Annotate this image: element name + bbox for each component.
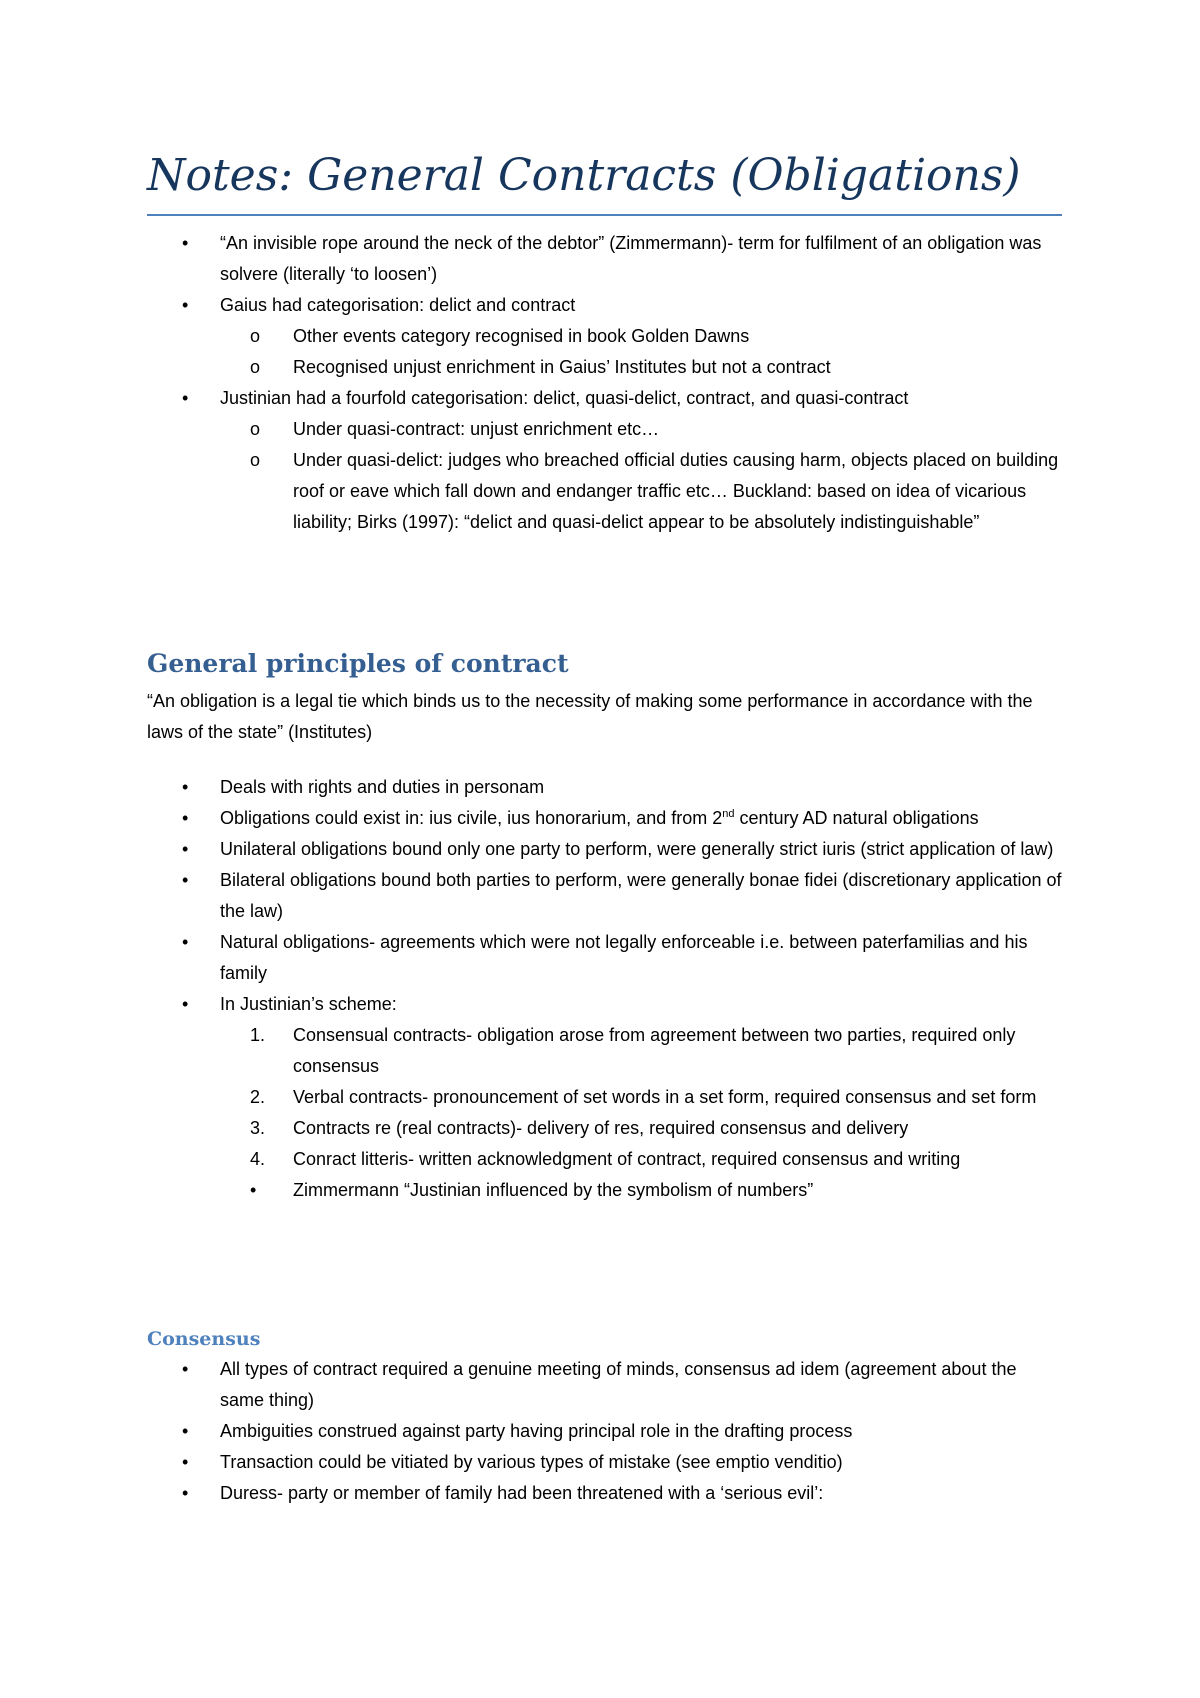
list-item: [147, 865, 1062, 927]
list-item-text: Under quasi-delict: judges who breached official duties causing harm, objects placed on building roof or eave which fall down and endanger traffic etc… Buckland: based on idea of vicarious liability; Birks (1997): “delict and quasi-delict appear to be absolutely indistinguishable”: [293, 450, 1059, 532]
sub-marker: o: [250, 326, 261, 346]
bullet-marker: •: [182, 870, 189, 890]
sub-list-item: [147, 352, 1062, 383]
list-item: [147, 290, 1062, 321]
list-item: [147, 1447, 1062, 1478]
numbered-item: [147, 1113, 1062, 1144]
list-item: [147, 927, 1062, 989]
list-item-text: In Justinian’s scheme:: [220, 994, 397, 1014]
list-item: [147, 1478, 1062, 1509]
list-item-text: Verbal contracts- pronouncement of set words in a set form, required consensus and set form: [293, 1087, 1037, 1107]
list-item-text: Natural obligations- agreements which were not legally enforceable i.e. between paterfamilias and his family: [220, 932, 1028, 983]
list-item-text: Ambiguities construed against party having principal role in the drafting process: [220, 1421, 853, 1441]
bullet-marker: •: [182, 1359, 189, 1379]
list-item: [147, 228, 1062, 290]
list-item-text: Bilateral obligations bound both parties to perform, were generally bonae fidei (discretionary application of the law): [220, 870, 1062, 921]
list-item-text: “An invisible rope around the neck of the debtor” (Zimmermann)- term for fulfilment of an obligation was solvere (literally ‘to loosen’): [220, 233, 1042, 284]
list-item-text: All types of contract required a genuine meeting of minds, consensus ad idem (agreement about the same thing): [220, 1359, 1017, 1410]
section-heading-general-principles: General principles of contract: [147, 649, 569, 678]
text-after: century AD natural obligations: [734, 808, 979, 828]
list-item: [147, 1354, 1062, 1416]
consensus-list: [147, 1354, 1062, 1509]
sub-list-item: [147, 414, 1062, 445]
list-item-text: Duress- party or member of family had been threatened with a ‘serious evil’:: [220, 1483, 824, 1503]
bullet-marker: •: [182, 233, 189, 253]
list-item: [147, 772, 1062, 803]
bullet-marker: •: [182, 1452, 189, 1472]
list-item: [147, 803, 1062, 834]
intro-list: [147, 228, 1062, 538]
sub-list-item: [147, 1175, 1062, 1206]
list-item-text: Conract litteris- written acknowledgment of contract, required consensus and writing: [293, 1149, 961, 1169]
bullet-marker: •: [182, 1421, 189, 1441]
list-item-text: Zimmermann “Justinian influenced by the symbolism of numbers”: [293, 1180, 814, 1200]
text-before: Obligations could exist in: ius civile, ius honorarium, and from 2: [220, 808, 723, 828]
list-item-text: Contracts re (real contracts)- delivery of res, required consensus and delivery: [293, 1118, 909, 1138]
definition-quote: “An obligation is a legal tie which binds us to the necessity of making some performance in accordance with the laws of the state” (Institutes): [147, 691, 1033, 742]
bullet-marker: •: [250, 1180, 257, 1200]
numbered-item: [147, 1020, 1062, 1082]
list-item: [147, 1416, 1062, 1447]
number-marker: 2.: [250, 1087, 266, 1107]
bullet-marker: •: [182, 932, 189, 952]
section-heading-consensus: Consensus: [147, 1328, 261, 1350]
number-marker: 4.: [250, 1149, 266, 1169]
sub-marker: o: [250, 357, 261, 377]
bullet-marker: •: [182, 994, 189, 1014]
list-item-text: Deals with rights and duties in personam: [220, 777, 545, 797]
number-marker: 3.: [250, 1118, 266, 1138]
sub-marker: o: [250, 419, 261, 439]
list-item-text: Unilateral obligations bound only one party to perform, were generally strict iuris (strict application of law): [220, 839, 1054, 859]
sub-marker: o: [250, 450, 261, 470]
list-item-text: [220, 808, 979, 828]
list-item-text: Other events category recognised in book Golden Dawns: [293, 326, 750, 346]
list-item-text: Recognised unjust enrichment in Gaius’ Institutes but not a contract: [293, 357, 831, 377]
bullet-marker: •: [182, 777, 189, 797]
bullet-marker: •: [182, 808, 189, 828]
list-item: [147, 383, 1062, 414]
bullet-marker: •: [182, 388, 189, 408]
list-item-text: Consensual contracts- obligation arose from agreement between two parties, required only consensus: [293, 1025, 1016, 1076]
list-item-text: Under quasi-contract: unjust enrichment etc…: [293, 419, 660, 439]
number-marker: 1.: [250, 1025, 266, 1045]
list-item-text: Gaius had categorisation: delict and contract: [220, 295, 576, 315]
sub-list-item: [147, 445, 1062, 538]
sub-list-item: [147, 321, 1062, 352]
bullet-marker: •: [182, 839, 189, 859]
superscript: nd: [722, 808, 735, 820]
numbered-item: [147, 1082, 1062, 1113]
numbered-item: [147, 1144, 1062, 1175]
list-item: [147, 989, 1062, 1020]
principles-list: [147, 772, 1062, 1206]
bullet-marker: •: [182, 1483, 189, 1503]
bullet-marker: •: [182, 295, 189, 315]
list-item-text: Transaction could be vitiated by various types of mistake (see emptio venditio): [220, 1452, 843, 1472]
list-item-text: Justinian had a fourfold categorisation: delict, quasi-delict, contract, and quasi-contract: [220, 388, 909, 408]
list-item: [147, 834, 1062, 865]
page-title: Notes: General Contracts (Obligations): [147, 146, 1062, 216]
